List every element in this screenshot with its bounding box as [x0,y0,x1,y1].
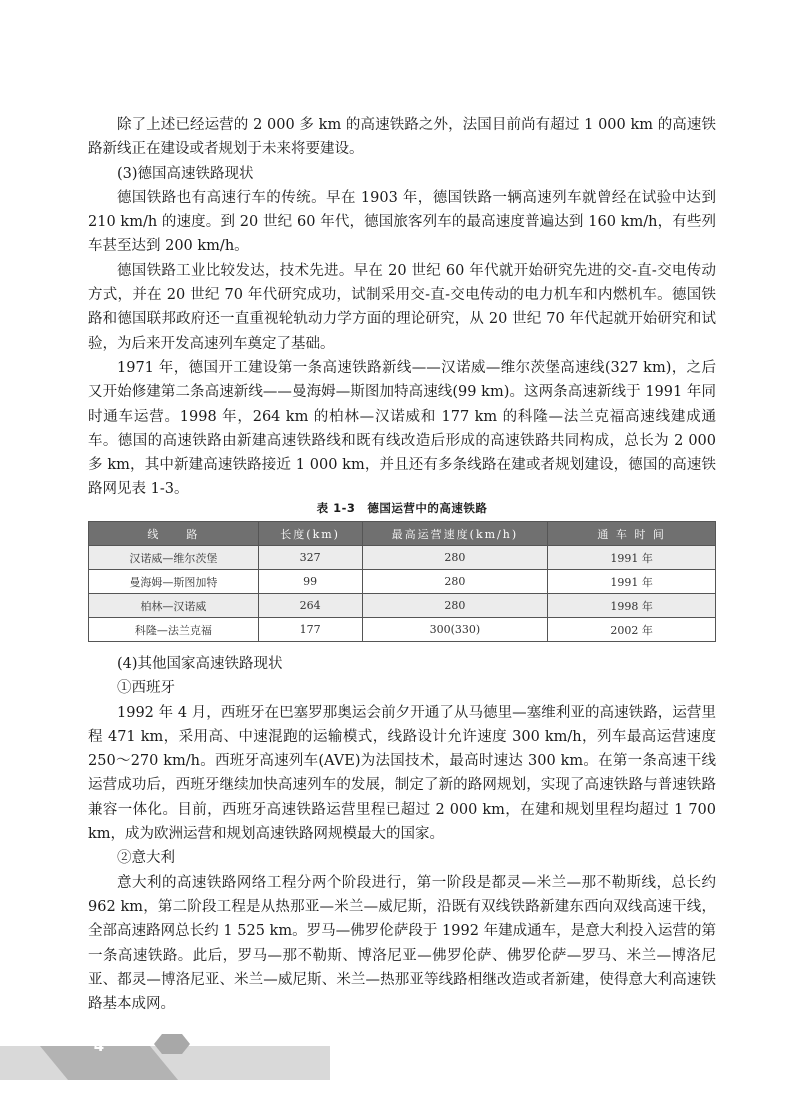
column-header-length: 长度(km) [258,522,362,546]
subheading-italy: ②意大利 [117,850,175,867]
cell-year: 2002 年 [548,618,716,642]
paragraph-germany-tradition: 德国铁路也有高速行车的传统。早在 1903 年，德国铁路一辆高速列车就曾经在试验中达到 210 km/h 的速度。到 20 世纪 60 年代，德国旅客列车的最高速度普遍达到 160 km/h，有些列车甚至达到 200 km/h。 [88,189,716,255]
cell-length: 264 [258,594,362,618]
table-row [89,594,716,618]
cell-length: 177 [258,618,362,642]
section-heading-germany: (3)德国高速铁路现状 [117,165,254,182]
table-row [89,618,716,642]
body-text-top [88,113,716,502]
section-heading-other-countries: (4)其他国家高速铁路现状 [117,656,283,672]
paragraph-spain: 1992 年 4 月，西班牙在巴塞罗那奥运会前夕开通了从马德里—塞维利亚的高速铁路，运营里程 471 km，采用高、中速混跑的运输模式，线路设计允许速度 300 km/h，列车最高运营速度 250～270 km/h。西班牙高速列车(AVE)为法国技术，最高时速达 300 km。在第一条高速干线运营成功后，西班牙继续加快高速列车的发展，制定了新的路网规划，实现了高速铁路与普速铁路兼容一体化。目前，西班牙高速铁路运营里程已超过 2 000 km，在建和规划里程均超过 1 700 km，成为欧洲运营和规划高速铁路网规模最大的国家。 [88,704,716,843]
body-text-bottom [88,652,716,1016]
cell-line: 汉诺威—维尔茨堡 [89,546,259,570]
cell-speed: 280 [362,594,548,618]
paragraph-germany-lines: 1971 年，德国开工建设第一条高速铁路新线——汉诺威—维尔茨堡高速线(327 km)，之后又开始修建第二条高速新线——曼海姆—斯图加特高速线(99 km)。这两条高速新线于 1991 年同时通车运营。1998 年，264 km 的柏林—汉诺威和 177 km 的科隆—法兰克福高速线建成通车。德国的高速铁路由新建高速铁路线和既有线改造后形成的高速铁路共同构成，总长为 2 000 多 km，其中新建高速铁路接近 1 000 km，并且还有多条线路在建或者规划建设，德国的高速铁路网见表 1-3。 [88,359,716,498]
cell-line: 曼海姆—斯图加特 [89,570,259,594]
page-number: 4 [93,1037,105,1055]
table-row [89,570,716,594]
footer-decoration [0,1034,800,1080]
germany-railway-table [88,521,716,642]
table-header-row [89,522,716,546]
cell-speed: 280 [362,570,548,594]
cell-year: 1998 年 [548,594,716,618]
paragraph-germany-industry: 德国铁路工业比较发达，技术先进。早在 20 世纪 60 年代就开始研究先进的交-直-交电传动方式，并在 20 世纪 70 年代研究成功，试制采用交-直-交电传动的电力机车和内燃机车。德国铁路和德国联邦政府还一直重视轮轨动力学方面的理论研究，从 20 世纪 70 年代起就开始研究和试验，为后来开发高速列车奠定了基础。 [88,262,716,352]
column-header-max-speed: 最高运营速度(km/h) [362,522,548,546]
cell-length: 327 [258,546,362,570]
column-header-line: 线 路 [89,522,259,546]
cell-speed: 300(330) [362,618,548,642]
cell-year: 1991 年 [548,546,716,570]
table-caption: 表 1-3 德国运营中的高速铁路 [316,501,488,515]
cell-line: 柏林—汉诺威 [89,594,259,618]
paragraph-france-summary: 除了上述已经运营的 2 000 多 km 的高速铁路之外，法国目前尚有超过 1 000 km 的高速铁路新线正在建设或者规划于未来将要建设。 [88,117,716,158]
table-row [89,546,716,570]
cell-speed: 280 [362,546,548,570]
paragraph-italy: 意大利的高速铁路网络工程分两个阶段进行，第一阶段是都灵—米兰—那不勒斯线，总长约 962 km，第二阶段工程是从热那亚—米兰—威尼斯，沿既有双线铁路新建东西向双线高速干线，全部高速路网总长约 1 525 km。罗马—佛罗伦萨段于 1992 年建成通车，是意大利投入运营的第一条高速铁路。此后，罗马—那不勒斯、博洛尼亚—佛罗伦萨、佛罗伦萨—罗马、米兰—博洛尼亚、都灵—博洛尼亚、米兰—威尼斯、米兰—热那亚等线路相继改造或者新建，使得意大利高速铁路基本成网。 [88,874,716,1013]
cell-line: 科隆—法兰克福 [89,618,259,642]
subheading-spain: ①西班牙 [117,680,175,697]
cell-length: 99 [258,570,362,594]
cell-year: 1991 年 [548,570,716,594]
column-header-opening-time: 通 车 时 间 [548,522,716,546]
